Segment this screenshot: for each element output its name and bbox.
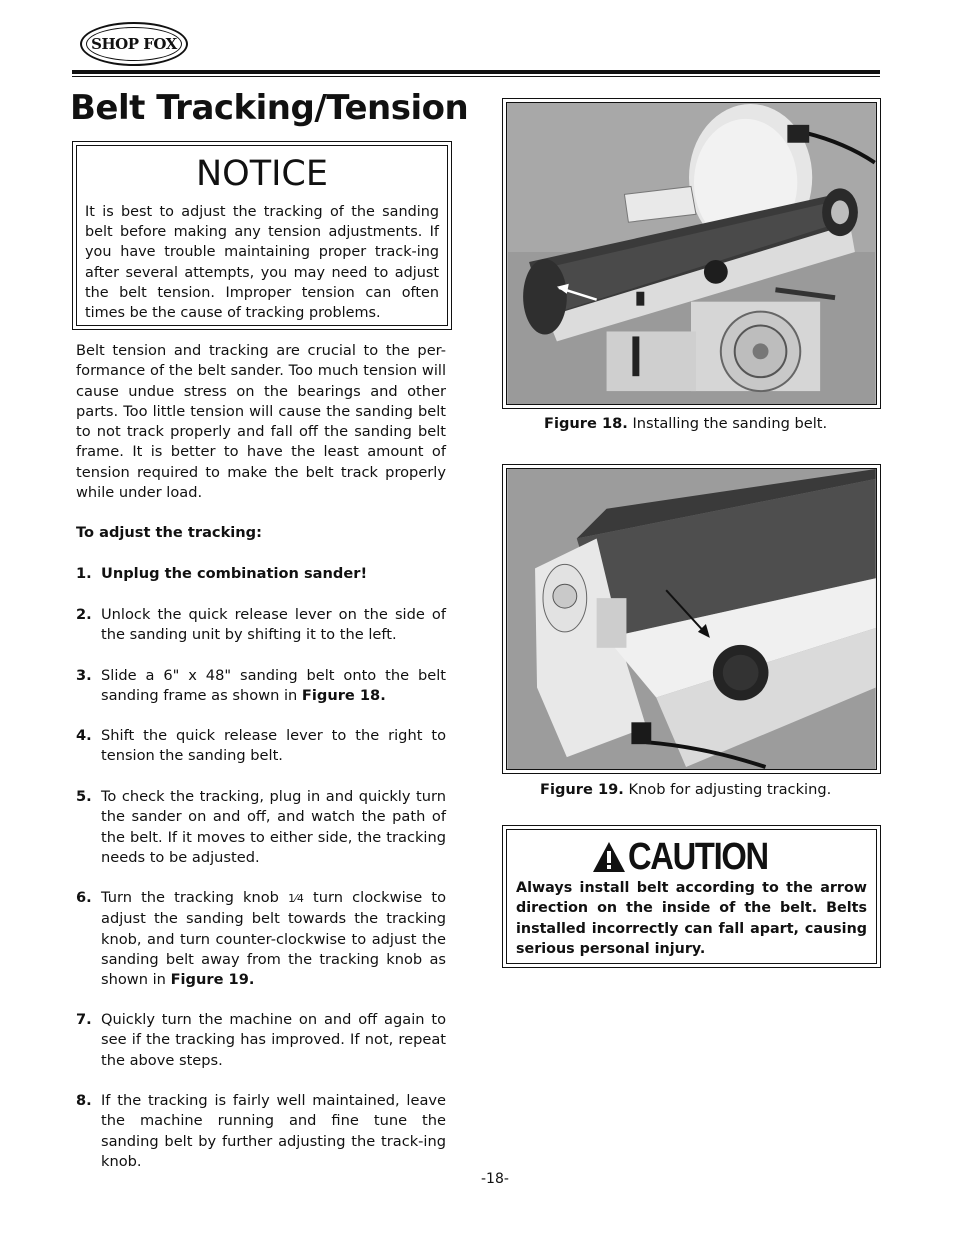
step-8 bbox=[76, 1091, 446, 1172]
step-6 bbox=[76, 888, 446, 990]
sander-belt-illustration bbox=[506, 102, 877, 405]
figure-reference[interactable]: Figure 19. bbox=[170, 971, 255, 989]
step-text: Slide a 6" x 48" sanding belt onto the belt sanding frame as shown in Figure 18. bbox=[101, 667, 446, 705]
step-2 bbox=[76, 605, 446, 646]
tracking-knob-illustration bbox=[506, 468, 877, 770]
caution-header bbox=[516, 836, 867, 878]
step-3 bbox=[76, 666, 446, 707]
step-number: 5. bbox=[76, 788, 92, 805]
step-number: 7. bbox=[76, 1011, 92, 1028]
notice-heading: NOTICE bbox=[196, 154, 328, 194]
logo-text: SHOP FOX bbox=[86, 27, 182, 61]
step-text: To check the tracking, plug in and quickly turn the sander on and off, and watch the path of the belt. If it moves to either side, the tracking needs to be adjusted. bbox=[101, 788, 446, 866]
intro-paragraph: Belt tension and tracking are crucial to the per-formance of the belt sander. Too much tension will cause undue stress on the bearings and other parts. Too little tension will cause the sanding belt to not track properly and fall off the sanding belt frame. It is better to have the least amount of tension required to make the belt track properly while under load. bbox=[76, 342, 446, 502]
shop-fox-logo bbox=[80, 22, 188, 66]
step-text: Quickly turn the machine on and off again to see if the tracking has improved. If not, repeat the above steps. bbox=[101, 1011, 446, 1069]
step-number: 2. bbox=[76, 606, 92, 623]
header-rule-thin bbox=[72, 76, 880, 77]
header-rule bbox=[72, 70, 880, 74]
figure-reference[interactable]: Figure 18. bbox=[301, 687, 386, 705]
step-text: Unlock the quick release lever on the side of the sanding unit by shifting it to the left. bbox=[101, 606, 446, 644]
figure-18-caption: Figure 18. Installing the sanding belt. bbox=[544, 415, 828, 432]
caution-heading: CAUTION bbox=[628, 836, 769, 878]
step-text: Turn the tracking knob 1⁄4 turn clockwise to adjust the sanding belt towards the tracking knob, and turn counter-clockwise to adjust the sanding belt away from the tracking knob as shown in Figure 19. bbox=[101, 889, 446, 989]
step-5 bbox=[76, 787, 446, 868]
figure-19-photo bbox=[502, 464, 881, 774]
figure-19-caption: Figure 19. Knob for adjusting tracking. bbox=[540, 781, 832, 798]
warning-triangle-icon bbox=[592, 841, 626, 873]
step-4 bbox=[76, 726, 446, 767]
notice-text: It is best to adjust the tracking of the sanding belt before making any tension adjustments. If you have trouble maintaining proper track-ing after several attempts, you may need to adjust the belt tension. Improper tension can often times be the cause of tracking problems. bbox=[85, 204, 439, 322]
tracking-subheading: To adjust the tracking: bbox=[76, 524, 262, 541]
page-number: -18- bbox=[481, 1171, 509, 1187]
step-text: Unplug the combination sander! bbox=[101, 565, 368, 582]
caution-box bbox=[502, 825, 881, 968]
step-text: If the tracking is fairly well maintained, leave the machine running and fine tune the sanding belt by further adjusting the track-ing knob. bbox=[101, 1092, 446, 1170]
step-7 bbox=[76, 1010, 446, 1071]
step-number: 1. bbox=[76, 565, 92, 582]
page-title: Belt Tracking/Tension bbox=[70, 88, 469, 128]
step-number: 6. bbox=[76, 889, 92, 906]
step-number: 8. bbox=[76, 1092, 92, 1109]
caution-text: Always install belt according to the arrow direction on the inside of the belt. Belts installed incorrectly can fall apart, causing serious personal injury. bbox=[516, 880, 867, 957]
notice-box bbox=[72, 141, 452, 330]
fraction: 1⁄4 bbox=[288, 892, 304, 905]
figure-18-photo bbox=[502, 98, 881, 409]
step-1 bbox=[76, 564, 446, 584]
step-number: 3. bbox=[76, 667, 92, 684]
step-number: 4. bbox=[76, 727, 92, 744]
step-text: Shift the quick release lever to the right to tension the sanding belt. bbox=[101, 727, 446, 765]
